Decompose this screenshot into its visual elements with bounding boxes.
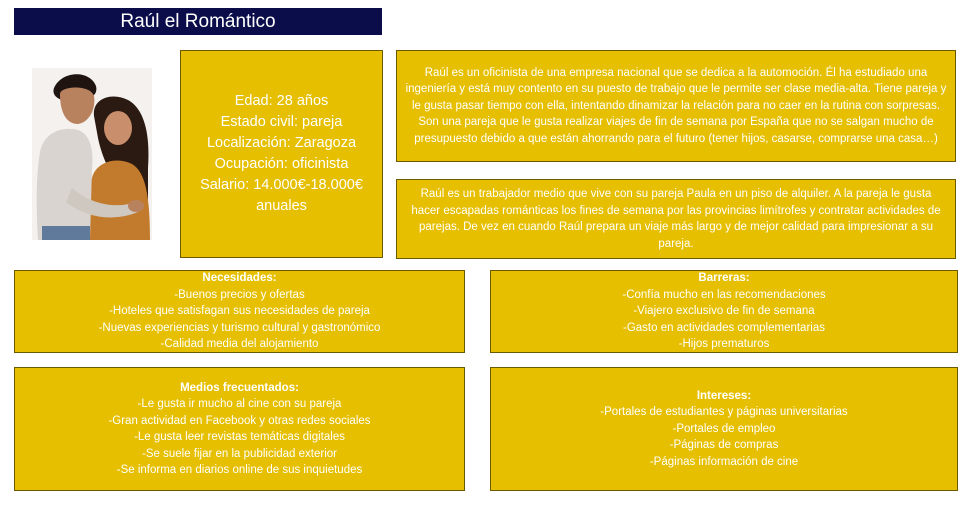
barriers-item: -Viajero exclusivo de fin de semana xyxy=(633,305,815,318)
barriers-item: -Hijos prematuros xyxy=(678,338,770,351)
media-item: -Gran actividad en Facebook y otras redes sociales xyxy=(108,414,371,427)
profile-box xyxy=(180,50,383,258)
profile-age: Edad: 28 años xyxy=(234,93,329,109)
media-item: -Se suele fijar en la publicidad exterior xyxy=(142,447,337,460)
interests-item: -Portales de empleo xyxy=(672,422,776,435)
profile-occupation: Ocupación: oficinista xyxy=(214,156,349,172)
interests-item: -Portales de estudiantes y páginas universitarias xyxy=(600,406,848,419)
media-item: -Se informa en diarios online de sus inquietudes xyxy=(116,464,363,476)
persona-title-text: Raúl el Romántico xyxy=(120,10,276,32)
persona-title xyxy=(14,8,382,35)
barriers-item: -Gasto en actividades complementarias xyxy=(623,321,825,334)
needs-item: -Hoteles que satisfagan sus necesidades de pareja xyxy=(109,305,370,318)
profile-salary-suffix: anuales xyxy=(256,198,307,214)
description-box-2 xyxy=(396,179,956,259)
barriers-heading: Barreras: xyxy=(698,272,750,285)
needs-item: -Calidad media del alojamiento xyxy=(160,338,319,351)
profile-location: Localización: Zaragoza xyxy=(206,135,357,151)
needs-item: -Buenos precios y ofertas xyxy=(174,288,305,301)
barriers-item: -Confía mucho en las recomendaciones xyxy=(622,288,826,301)
media-item: -Le gusta ir mucho al cine con su pareja xyxy=(137,398,342,410)
media-heading: Medios frecuentados: xyxy=(180,381,299,394)
profile-civil-status: Estado civil: pareja xyxy=(220,114,343,130)
media-box xyxy=(14,367,465,491)
description-text-2: Raúl es un trabajador medio que vive con su pareja Paula en un piso de alquiler. A la pareja le gusta hacer escapadas románticas los fines de semana por las provincias limítrofes y contratar actividades de parejas. De vez en cuando Raúl prepara un viaje más largo y de mejor calidad para impresionar a su pareja. xyxy=(411,188,941,250)
needs-box xyxy=(14,270,465,353)
interests-heading: Intereses: xyxy=(696,389,752,402)
needs-heading: Necesidades: xyxy=(202,272,277,285)
description-text-1: Raúl es un oficinista de una empresa nacional que se dedica a la automoción. Él ha estudiado una ingeniería y está muy contento en su puesto de trabajo que le permite ser clase media-alta. Tiene pareja y le gusta pasar tiempo con ella, intentando dinamizar la relación para no caer en la rutina con sorpresas. Son una pareja que le gusta realizar viajes de fin de semana por España que no se salgan mucho de presupuesto debido a que están ahorrando para el futuro (tener hijos, casarse, comprarse una casa…) xyxy=(405,66,947,145)
couple-photo xyxy=(32,68,152,240)
interests-item: -Páginas información de cine xyxy=(649,455,799,468)
barriers-box xyxy=(490,270,958,353)
interests-item: -Páginas de compras xyxy=(669,439,779,452)
profile-salary: Salario: 14.000€-18.000€ xyxy=(200,177,363,193)
needs-item: -Nuevas experiencias y turismo cultural y gastronómico xyxy=(98,321,381,334)
interests-box xyxy=(490,367,958,491)
description-box-1 xyxy=(396,50,956,162)
media-item: -Le gusta leer revistas temáticas digitales xyxy=(134,431,345,443)
